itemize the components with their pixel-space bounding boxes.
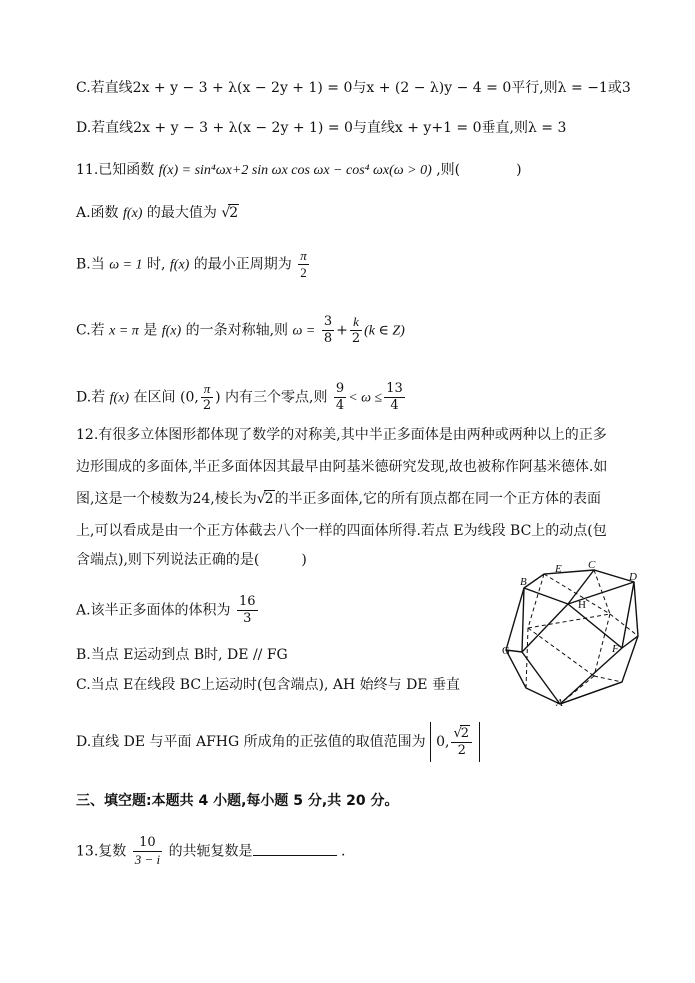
polyhedron-solid-edges: [506, 570, 638, 704]
q12a-prefix: A.该半正多面体的体积为: [76, 602, 231, 619]
q11-option-a: A.函数 f(x) 的最大值为 √2: [76, 205, 239, 221]
q11c-cond: x = π: [109, 323, 139, 339]
q12-option-d: [76, 722, 480, 762]
q13-end: .: [341, 843, 346, 860]
q13-fraction: $\frac{10}{3 - i}$: [134, 835, 161, 867]
label-c: C: [588, 559, 596, 571]
label-b: B: [520, 576, 527, 588]
q11d-prefix: D.若: [76, 389, 106, 406]
q11c-fraction-2: $\frac{k}{2}$: [351, 314, 361, 346]
q11d-close: ): [215, 389, 221, 406]
q12a-fraction: $\frac{16}{3}$: [239, 594, 256, 626]
q11d-interval-fraction: $\frac{\pi}{2}$: [202, 381, 212, 413]
q11-prefix: 11.已知函数: [76, 162, 155, 178]
q11b-tail: 的最小正周期为: [193, 256, 292, 273]
q11-option-c: [76, 314, 405, 347]
q12d-prefix: D.直线 DE 与平面 AFHG 所成角的正弦值的取值范围为: [76, 734, 426, 750]
label-d: D: [629, 571, 637, 583]
q11b-fx: f(x): [169, 257, 190, 273]
q11a-sqrt-value: 2: [229, 205, 239, 221]
label-e: E: [555, 563, 562, 575]
q11c-fx: f(x): [161, 323, 182, 339]
q11b-fraction: $\frac{\pi}{2}$: [300, 248, 307, 280]
q13-tail: 的共轭复数是: [168, 843, 253, 860]
q11c-mid: 是: [143, 322, 158, 339]
q12-line-4: 上,可以看成是由一个正方体截去八个一样的四面体所得.若点 E为线段 BC上的动点(包: [76, 523, 607, 539]
polyhedron-figure: [498, 558, 648, 708]
q11c-prefix: C.若: [76, 322, 105, 339]
q11d-open: (0,: [179, 389, 199, 406]
q11d-ineq: < ω ≤: [348, 390, 383, 406]
q11-stem: [76, 160, 522, 181]
q11-tail: ,则( ): [436, 162, 522, 178]
q11-option-b: [76, 248, 311, 281]
label-h: H: [578, 599, 586, 611]
q11b-cond: ω = 1: [109, 257, 143, 273]
q12-sqrt-value: 2: [264, 491, 274, 507]
q12-line-1: 12.有很多立体图形都体现了数学的对称美,其中半正多面体是由两种或两种以上的正多: [76, 427, 607, 443]
q11c-plus: +: [336, 322, 348, 339]
q11a-fx: f(x): [123, 206, 143, 221]
q11b-prefix: B.当: [76, 256, 105, 273]
q12-option-a: [76, 594, 260, 627]
q12-line-3: 图,这是一个棱数为24,棱长为√2的半正多面体,它的所有顶点都在同一个正方体的表面: [76, 491, 602, 507]
section-3-heading: 三、填空题:本题共 4 小题,每小题 5 分,共 20 分。: [76, 793, 399, 809]
q11b-mid: 时,: [147, 256, 166, 273]
q12-line-5: 含端点),则下列说法正确的是( ): [76, 552, 307, 568]
q11-function: f(x) = sin⁴ωx+2 sin ωx cos ωx − cos⁴ ωx(ω > 0): [158, 163, 432, 178]
q11-option-d: [76, 381, 407, 414]
q11d-tail: 内有三个零点,则: [225, 389, 328, 406]
q11c-omega: ω =: [292, 323, 316, 339]
q11d-mid: 在区间: [133, 389, 176, 406]
q11a-tail: 的最大值为: [146, 205, 217, 221]
q11a-prefix: A.函数: [76, 205, 119, 221]
q12-line-2: 边形围成的多面体,半正多面体因其最早由阿基米德研究发现,故也被称作阿基米德体.如: [76, 459, 608, 475]
q11d-fraction-2: $\frac{13}{4}$: [386, 381, 403, 413]
q12-line-3a: 图,这是一个棱数为24,棱长为: [76, 491, 257, 507]
q12d-interval: 0, $\frac{√2}{2}$: [430, 722, 480, 762]
q13-prefix: 13.复数: [76, 843, 127, 860]
label-f: F: [612, 643, 619, 655]
label-a: A: [556, 697, 563, 708]
label-g: G: [502, 645, 510, 657]
q11d-fraction-1: $\frac{9}{4}$: [335, 381, 345, 413]
q10-option-d: D.若直线2x + y − 3 + λ(x − 2y + 1) = 0与直线x + y+1 = 0垂直,则λ = 3: [76, 120, 567, 136]
q11d-fx: f(x): [109, 390, 130, 406]
q12-option-c: C.当点 E在线段 BC上运动时(包含端点), AH 始终与 DE 垂直: [76, 677, 460, 693]
q11c-fraction-1: $\frac{3}{8}$: [323, 314, 333, 346]
q13-answer-blank[interactable]: [253, 841, 337, 856]
q11c-tail: 的一条对称轴,则: [185, 322, 289, 339]
q13: [76, 835, 345, 868]
q12-line-3b: 的半正多面体,它的所有顶点都在同一个正方体的表面: [274, 491, 602, 507]
q12-option-b: B.当点 E运动到点 B时, DE // FG: [76, 647, 288, 663]
q10-option-c: C.若直线2x + y − 3 + λ(x − 2y + 1) = 0与x + (2 − λ)y − 4 = 0平行,则λ = −1或3: [76, 80, 631, 96]
q11c-set: (k ∈ Z): [364, 323, 405, 339]
